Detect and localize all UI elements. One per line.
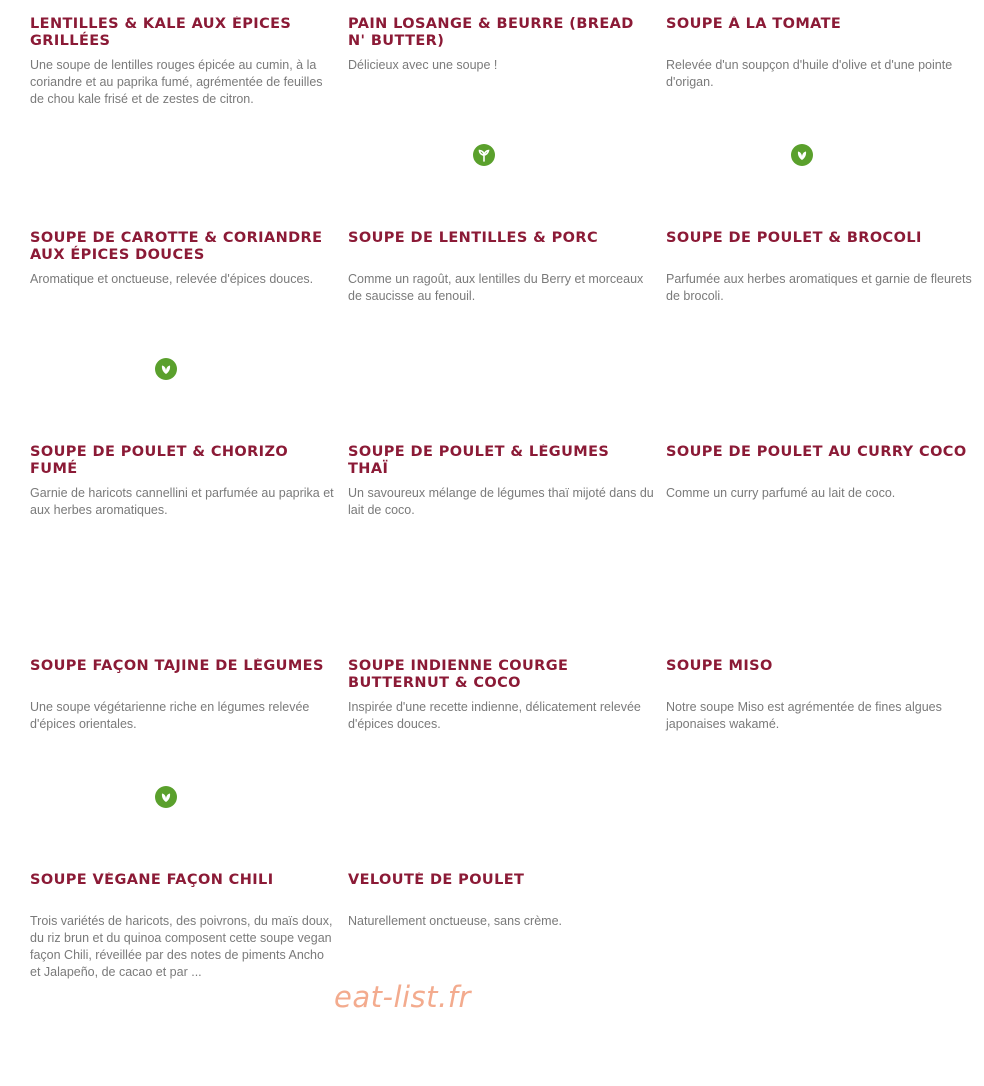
product-grid <box>30 16 984 1086</box>
product-description: Aromatique et onctueuse, relevée d'épices douces. <box>30 272 314 286</box>
product-description: Inspirée d'une recette indienne, délicatement relevée d'épices douces. <box>348 700 641 731</box>
product-description: Notre soupe Miso est agrémentée de fines algues japonaises wakamé. <box>666 700 942 731</box>
product-description: Naturellement onctueuse, sans crème. <box>348 914 562 928</box>
product-title[interactable]: SOUPE DE POULET & BROCOLI <box>666 230 922 246</box>
product-title[interactable]: SOUPE FAÇON TAJINE DE LÉGUMES <box>30 658 324 674</box>
product-description: Délicieux avec une soupe ! <box>348 58 498 72</box>
vegan-icon <box>155 786 177 808</box>
product-description: Comme un ragoût, aux lentilles du Berry et morceaux de saucisse au fenouil. <box>348 272 644 303</box>
product-card-4[interactable] <box>30 230 348 444</box>
product-description: Une soupe de lentilles rouges épicée au cumin, à la coriandre et au paprika fumé, agrémentée de feuilles de chou kale frisé et de zestes de citron. <box>30 58 323 106</box>
product-card-7[interactable] <box>30 444 348 658</box>
product-description: Trois variétés de haricots, des poivrons, du maïs doux, du riz brun et du quinoa composent cette soupe vegan façon Chili, réveillée par des notes de piments Ancho et Jalapeño, de cacao et par ... <box>30 914 333 979</box>
product-title[interactable]: SOUPE INDIENNE COURGE BUTTERNUT & COCO <box>348 658 569 691</box>
product-card-2[interactable] <box>348 16 666 230</box>
product-title[interactable]: SOUPE À LA TOMATE <box>666 16 842 32</box>
vegan-icon <box>155 358 177 380</box>
product-title[interactable]: SOUPE VÉGANE FAÇON CHILI <box>30 872 274 888</box>
product-title[interactable]: SOUPE DE CAROTTE & CORIANDRE AUX ÉPICES DOUCES <box>30 230 323 263</box>
product-description: Une soupe végétarienne riche en légumes relevée d'épices orientales. <box>30 700 310 731</box>
product-card-6[interactable] <box>666 230 984 444</box>
product-card-11[interactable] <box>348 658 666 872</box>
product-description: Relevée d'un soupçon d'huile d'olive et d'une pointe d'origan. <box>666 58 953 89</box>
product-card-5[interactable] <box>348 230 666 444</box>
product-title[interactable]: SOUPE MISO <box>666 658 773 674</box>
product-card-3[interactable] <box>666 16 984 230</box>
product-title[interactable]: SOUPE DE POULET AU CURRY COCO <box>666 444 967 460</box>
product-title[interactable]: SOUPE DE POULET & CHORIZO FUMÉ <box>30 444 289 477</box>
product-card-13[interactable] <box>30 872 348 1086</box>
product-card-1[interactable] <box>30 16 348 230</box>
product-card-8[interactable] <box>348 444 666 658</box>
product-card-9[interactable] <box>666 444 984 658</box>
product-description: Comme un curry parfumé au lait de coco. <box>666 486 896 500</box>
product-title[interactable]: PAIN LOSANGE & BEURRE (BREAD N' BUTTER) <box>348 16 634 49</box>
product-card-10[interactable] <box>30 658 348 872</box>
product-title[interactable]: SOUPE DE POULET & LÉGUMES THAÏ <box>348 444 610 477</box>
watermark-text: eat-list.fr <box>334 980 471 1014</box>
product-card-12[interactable] <box>666 658 984 872</box>
product-description: Un savoureux mélange de légumes thaï mijoté dans du lait de coco. <box>348 486 654 517</box>
vegetarian-icon <box>473 144 495 166</box>
vegan-icon <box>791 144 813 166</box>
product-description: Garnie de haricots cannellini et parfumée au paprika et aux herbes aromatiques. <box>30 486 334 517</box>
product-card-14[interactable] <box>348 872 666 1086</box>
product-title[interactable]: VELOUTÉ DE POULET <box>348 872 525 888</box>
product-description: Parfumée aux herbes aromatiques et garnie de fleurets de brocoli. <box>666 272 972 303</box>
product-title[interactable]: SOUPE DE LENTILLES & PORC <box>348 230 599 246</box>
product-title[interactable]: LENTILLES & KALE AUX ÉPICES GRILLÉES <box>30 16 292 49</box>
